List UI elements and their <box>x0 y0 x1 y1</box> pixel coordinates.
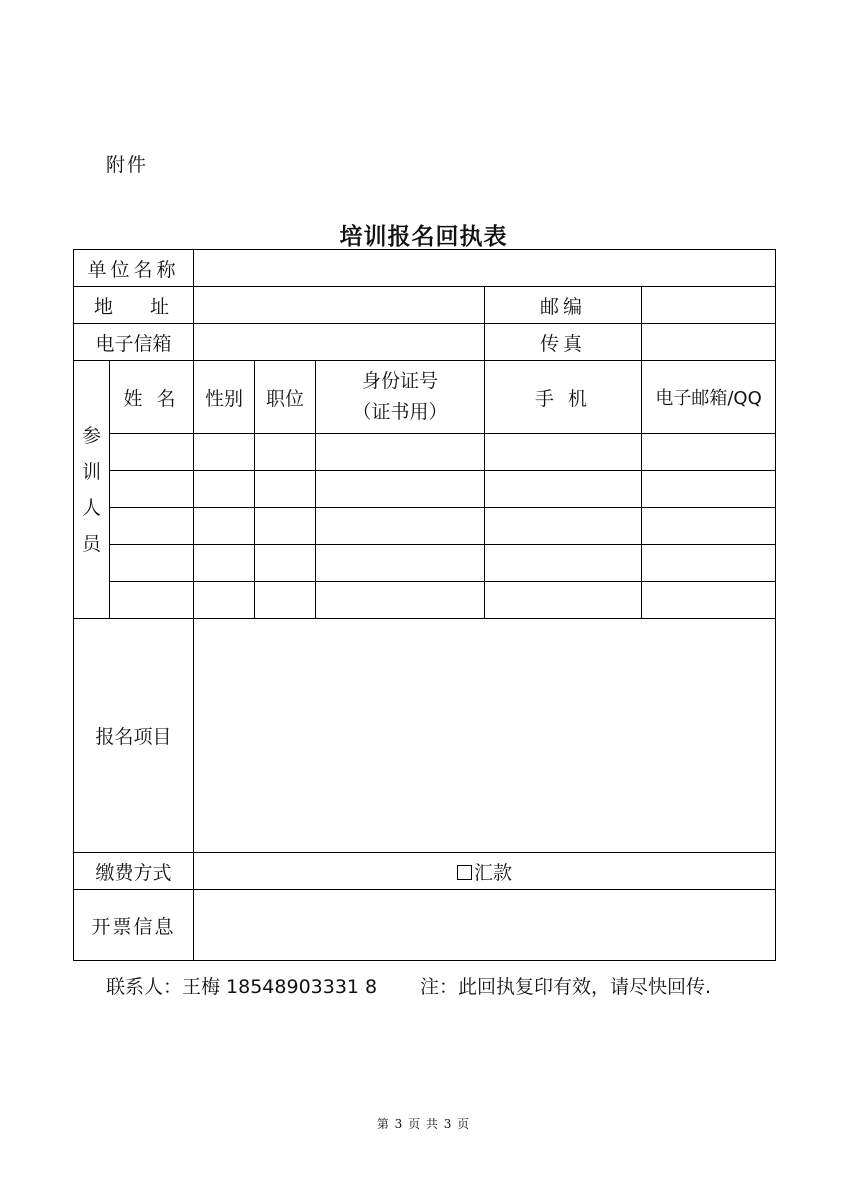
page-title: 培训报名回执表 <box>339 223 508 250</box>
participant-position-cell[interactable] <box>255 508 316 545</box>
participant-id-cell[interactable] <box>316 508 485 545</box>
participant-id-cell[interactable] <box>316 545 485 582</box>
postcode-label: 邮编 <box>485 287 642 324</box>
participant-mobile-cell[interactable] <box>485 582 642 619</box>
fax-field[interactable] <box>642 324 776 361</box>
unit-name-field[interactable] <box>194 250 776 287</box>
col-header-id-number-line2: （证书用） <box>352 401 448 423</box>
payment-method-label: 缴费方式 <box>74 853 194 890</box>
participant-row <box>74 471 776 508</box>
participant-gender-cell[interactable] <box>194 508 255 545</box>
col-header-gender: 性别 <box>194 361 255 434</box>
participant-mobile-cell[interactable] <box>485 545 642 582</box>
participant-name-cell[interactable] <box>110 471 194 508</box>
participant-email-cell[interactable] <box>642 545 776 582</box>
remittance-option-label: 汇款 <box>474 861 513 884</box>
attachment-label: 附件 <box>106 154 149 176</box>
participant-gender-cell[interactable] <box>194 471 255 508</box>
col-header-id-number-line1: 身份证号 <box>362 370 439 392</box>
payment-method-field <box>194 853 776 890</box>
participant-id-cell[interactable] <box>316 434 485 471</box>
participant-position-cell[interactable] <box>255 471 316 508</box>
participant-row <box>74 508 776 545</box>
participant-position-cell[interactable] <box>255 545 316 582</box>
registration-items-label: 报名项目 <box>74 619 194 853</box>
participant-row <box>74 545 776 582</box>
email-field[interactable] <box>194 324 485 361</box>
participant-email-cell[interactable] <box>642 582 776 619</box>
col-header-mobile: 手 机 <box>485 361 642 434</box>
participant-id-cell[interactable] <box>316 471 485 508</box>
participant-mobile-cell[interactable] <box>485 508 642 545</box>
participants-label <box>74 361 110 619</box>
participant-id-cell[interactable] <box>316 582 485 619</box>
invoice-info-field[interactable] <box>194 890 776 961</box>
col-header-id-number <box>316 361 485 434</box>
fax-label: 传真 <box>485 324 642 361</box>
registration-form-table <box>73 249 776 961</box>
participant-mobile-cell[interactable] <box>485 434 642 471</box>
participant-row <box>74 434 776 471</box>
col-header-position: 职位 <box>255 361 316 434</box>
participant-position-cell[interactable] <box>255 434 316 471</box>
participants-label-text: 参训人员 <box>81 424 101 555</box>
registration-items-field[interactable] <box>194 619 776 853</box>
participant-name-cell[interactable] <box>110 508 194 545</box>
participant-email-cell[interactable] <box>642 508 776 545</box>
participant-name-cell[interactable] <box>110 582 194 619</box>
col-header-name: 姓 名 <box>110 361 194 434</box>
participant-gender-cell[interactable] <box>194 545 255 582</box>
email-label: 电子信箱 <box>74 324 194 361</box>
participant-gender-cell[interactable] <box>194 582 255 619</box>
address-label: 地 址 <box>74 287 194 324</box>
remittance-checkbox[interactable] <box>457 865 472 880</box>
participant-email-cell[interactable] <box>642 471 776 508</box>
copy-valid-note: 注：此回执复印有效，请尽快回传. <box>420 976 712 998</box>
postcode-field[interactable] <box>642 287 776 324</box>
address-field[interactable] <box>194 287 485 324</box>
participant-name-cell[interactable] <box>110 545 194 582</box>
contact-info: 联系人：王梅 18548903331 8 <box>106 976 378 998</box>
participant-gender-cell[interactable] <box>194 434 255 471</box>
participant-name-cell[interactable] <box>110 434 194 471</box>
invoice-info-label: 开票信息 <box>74 890 194 961</box>
participant-mobile-cell[interactable] <box>485 471 642 508</box>
participant-row <box>74 582 776 619</box>
page-number: 第 3 页 共 3 页 <box>376 1117 471 1131</box>
participant-position-cell[interactable] <box>255 582 316 619</box>
unit-name-label: 单位名称 <box>74 250 194 287</box>
col-header-email-qq: 电子邮箱/QQ <box>642 361 776 434</box>
participant-email-cell[interactable] <box>642 434 776 471</box>
